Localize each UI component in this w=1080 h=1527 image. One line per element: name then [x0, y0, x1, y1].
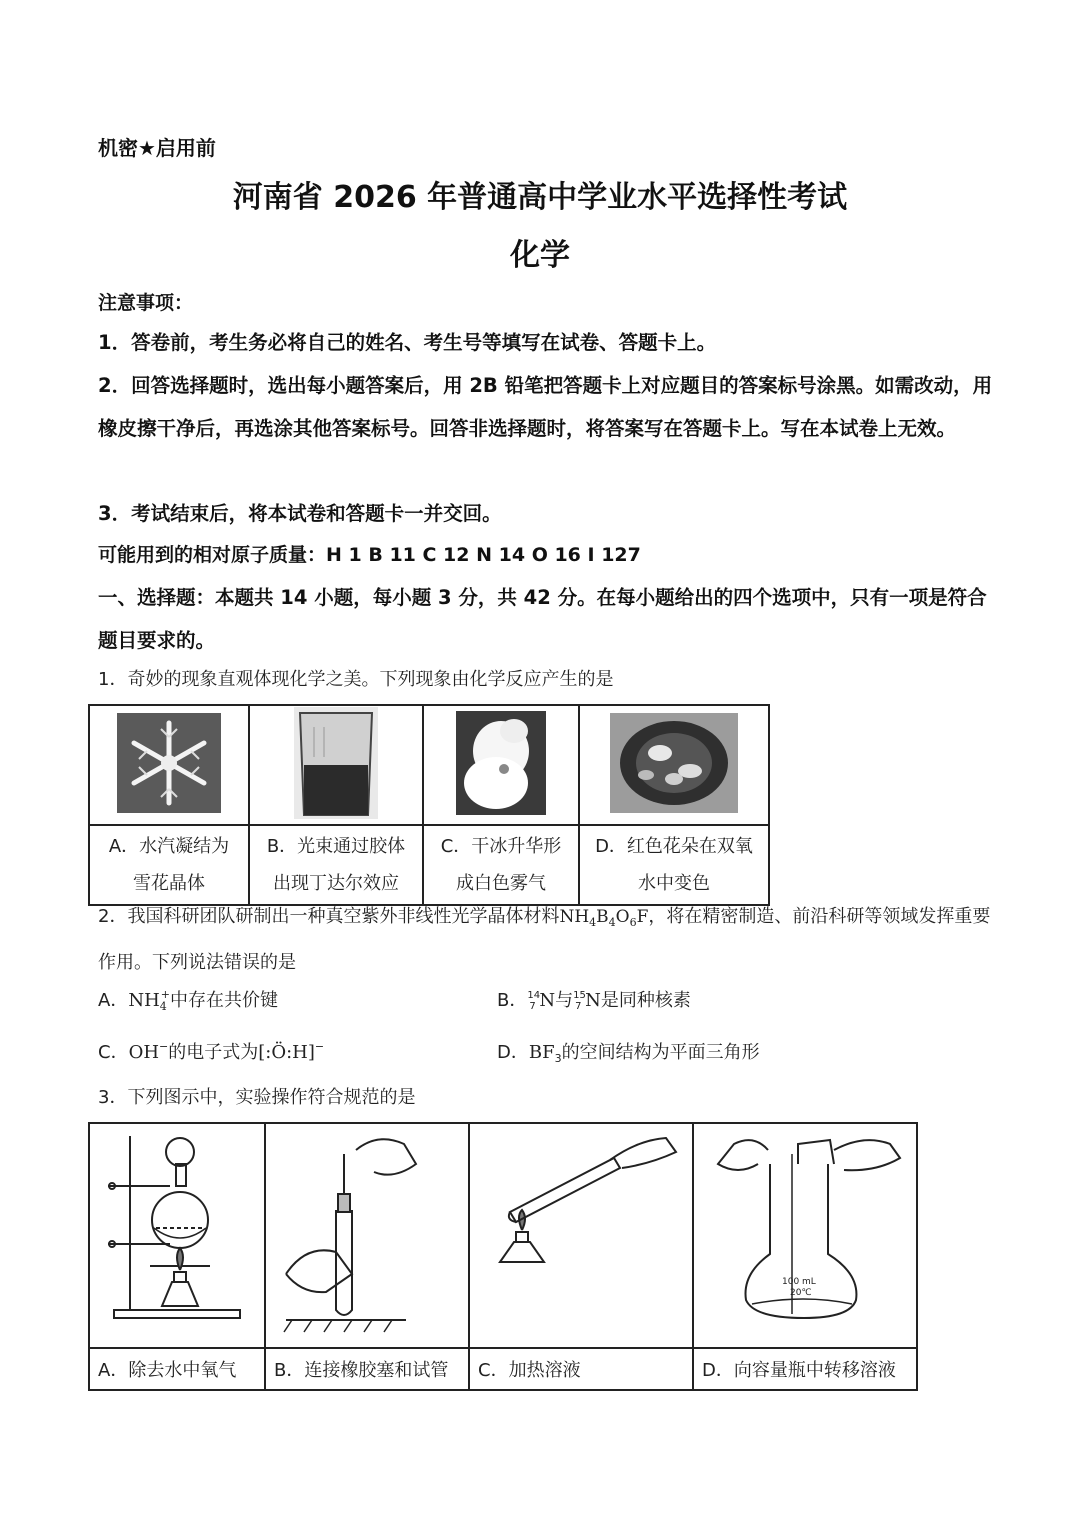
q3-option-a-image	[89, 1123, 265, 1348]
q1-options-table	[88, 704, 770, 906]
q1-option-a-caption: A．水汽凝结为 雪花晶体	[89, 825, 249, 905]
dry-ice-fog-photo-icon	[456, 711, 546, 815]
q2-option-b: B． 14 7 N与 15 7 N是同种核素	[497, 990, 691, 1012]
note-1: 1．答卷前，考生务必将自己的姓名、考生号等填写在试卷、答题卡上。	[98, 331, 717, 354]
beaker-colloid-photo-icon	[294, 707, 378, 819]
q1-option-a-image	[89, 705, 249, 825]
nitrogen-symbol-2: N	[585, 990, 601, 1011]
flask-temperature-label: 20℃	[790, 1288, 812, 1298]
note-2: 2．回答选择题时，选出每小题答案后，用 2B 铅笔把答题卡上对应题目的答案标号涂黑。如需改动，用橡皮擦干净后，再选涂其他答案标号。回答非选择题时，将答案写在答题卡上。写在本试卷上无效。	[98, 374, 993, 440]
q3-stem: 3．下列图示中，实验操作符合规范的是	[98, 1087, 416, 1108]
test-tube-over-alcohol-lamp-icon	[470, 1124, 692, 1342]
volumetric-flask-transfer-icon	[694, 1124, 916, 1342]
q3-option-b-image	[265, 1123, 469, 1348]
atomic-masses: 可能用到的相对原子质量：H 1 B 11 C 12 N 14 O 16 I 127	[98, 544, 641, 566]
subject-title: 化学	[510, 238, 570, 273]
q3-option-c-image	[469, 1123, 693, 1348]
q1-option-b-caption: B．光束通过胶体 出现丁达尔效应	[249, 825, 423, 905]
section-title: 一、选择题：本题共 14 小题，每小题 3 分，共 42 分。在每小题给出的四个选项中，只有一项是符合题目要求的。	[98, 586, 987, 652]
exam-title: 河南省 2026 年普通高中学业水平选择性考试	[232, 180, 848, 215]
q3-options-table	[88, 1122, 918, 1391]
q3-option-b-caption: B．连接橡胶塞和试管	[265, 1348, 469, 1390]
q1-option-d-caption: D．红色花朵在双氧 水中变色	[579, 825, 769, 905]
note-3: 3．考试结束后，将本试卷和答题卡一并交回。	[98, 502, 502, 525]
q2-option-d: D．$BF_3$的空间结构为平面三角形	[497, 1042, 760, 1065]
q1-option-c-image	[423, 705, 579, 825]
q2-option-a: A．$NH_4^+$中存在共价键	[98, 988, 278, 1013]
flower-bleach-photo-icon	[610, 713, 738, 813]
q3-option-d-image	[693, 1123, 917, 1348]
q1-option-d-image	[579, 705, 769, 825]
q2-stem: 2．我国科研团队研制出一种真空紫外非线性光学晶体材料$NH_4B_4O_6F$，将在精密制造、前沿科研等领域发挥重要作用。下列说法错误的是	[98, 906, 991, 973]
q1-option-b-image	[249, 705, 423, 825]
q1-stem: 1．奇妙的现象直观体现化学之美。下列现象由化学反应产生的是	[98, 669, 614, 690]
q3-option-c-caption: C．加热溶液	[469, 1348, 693, 1390]
confidential-mark: 机密★启用前	[98, 136, 216, 160]
hand-pressing-stopper-into-tube-icon	[266, 1124, 468, 1342]
flask-volume-label: 100 mL	[782, 1277, 816, 1287]
iron-stand-flask-burner-icon	[90, 1124, 264, 1342]
q3-option-a-caption: A．除去水中氧气	[89, 1348, 265, 1390]
q1-option-c-caption: C．干冰升华形 成白色雾气	[423, 825, 579, 905]
q2-option-c: C．OH−的电子式为[:Ö:H]−	[98, 1040, 325, 1063]
snowflake-photo-icon	[117, 713, 221, 813]
hydroxide-lewis-structure: [:Ö:H]	[258, 1042, 315, 1063]
notes-heading: 注意事项：	[98, 292, 194, 314]
q3-option-d-caption: D．向容量瓶中转移溶液	[693, 1348, 917, 1390]
